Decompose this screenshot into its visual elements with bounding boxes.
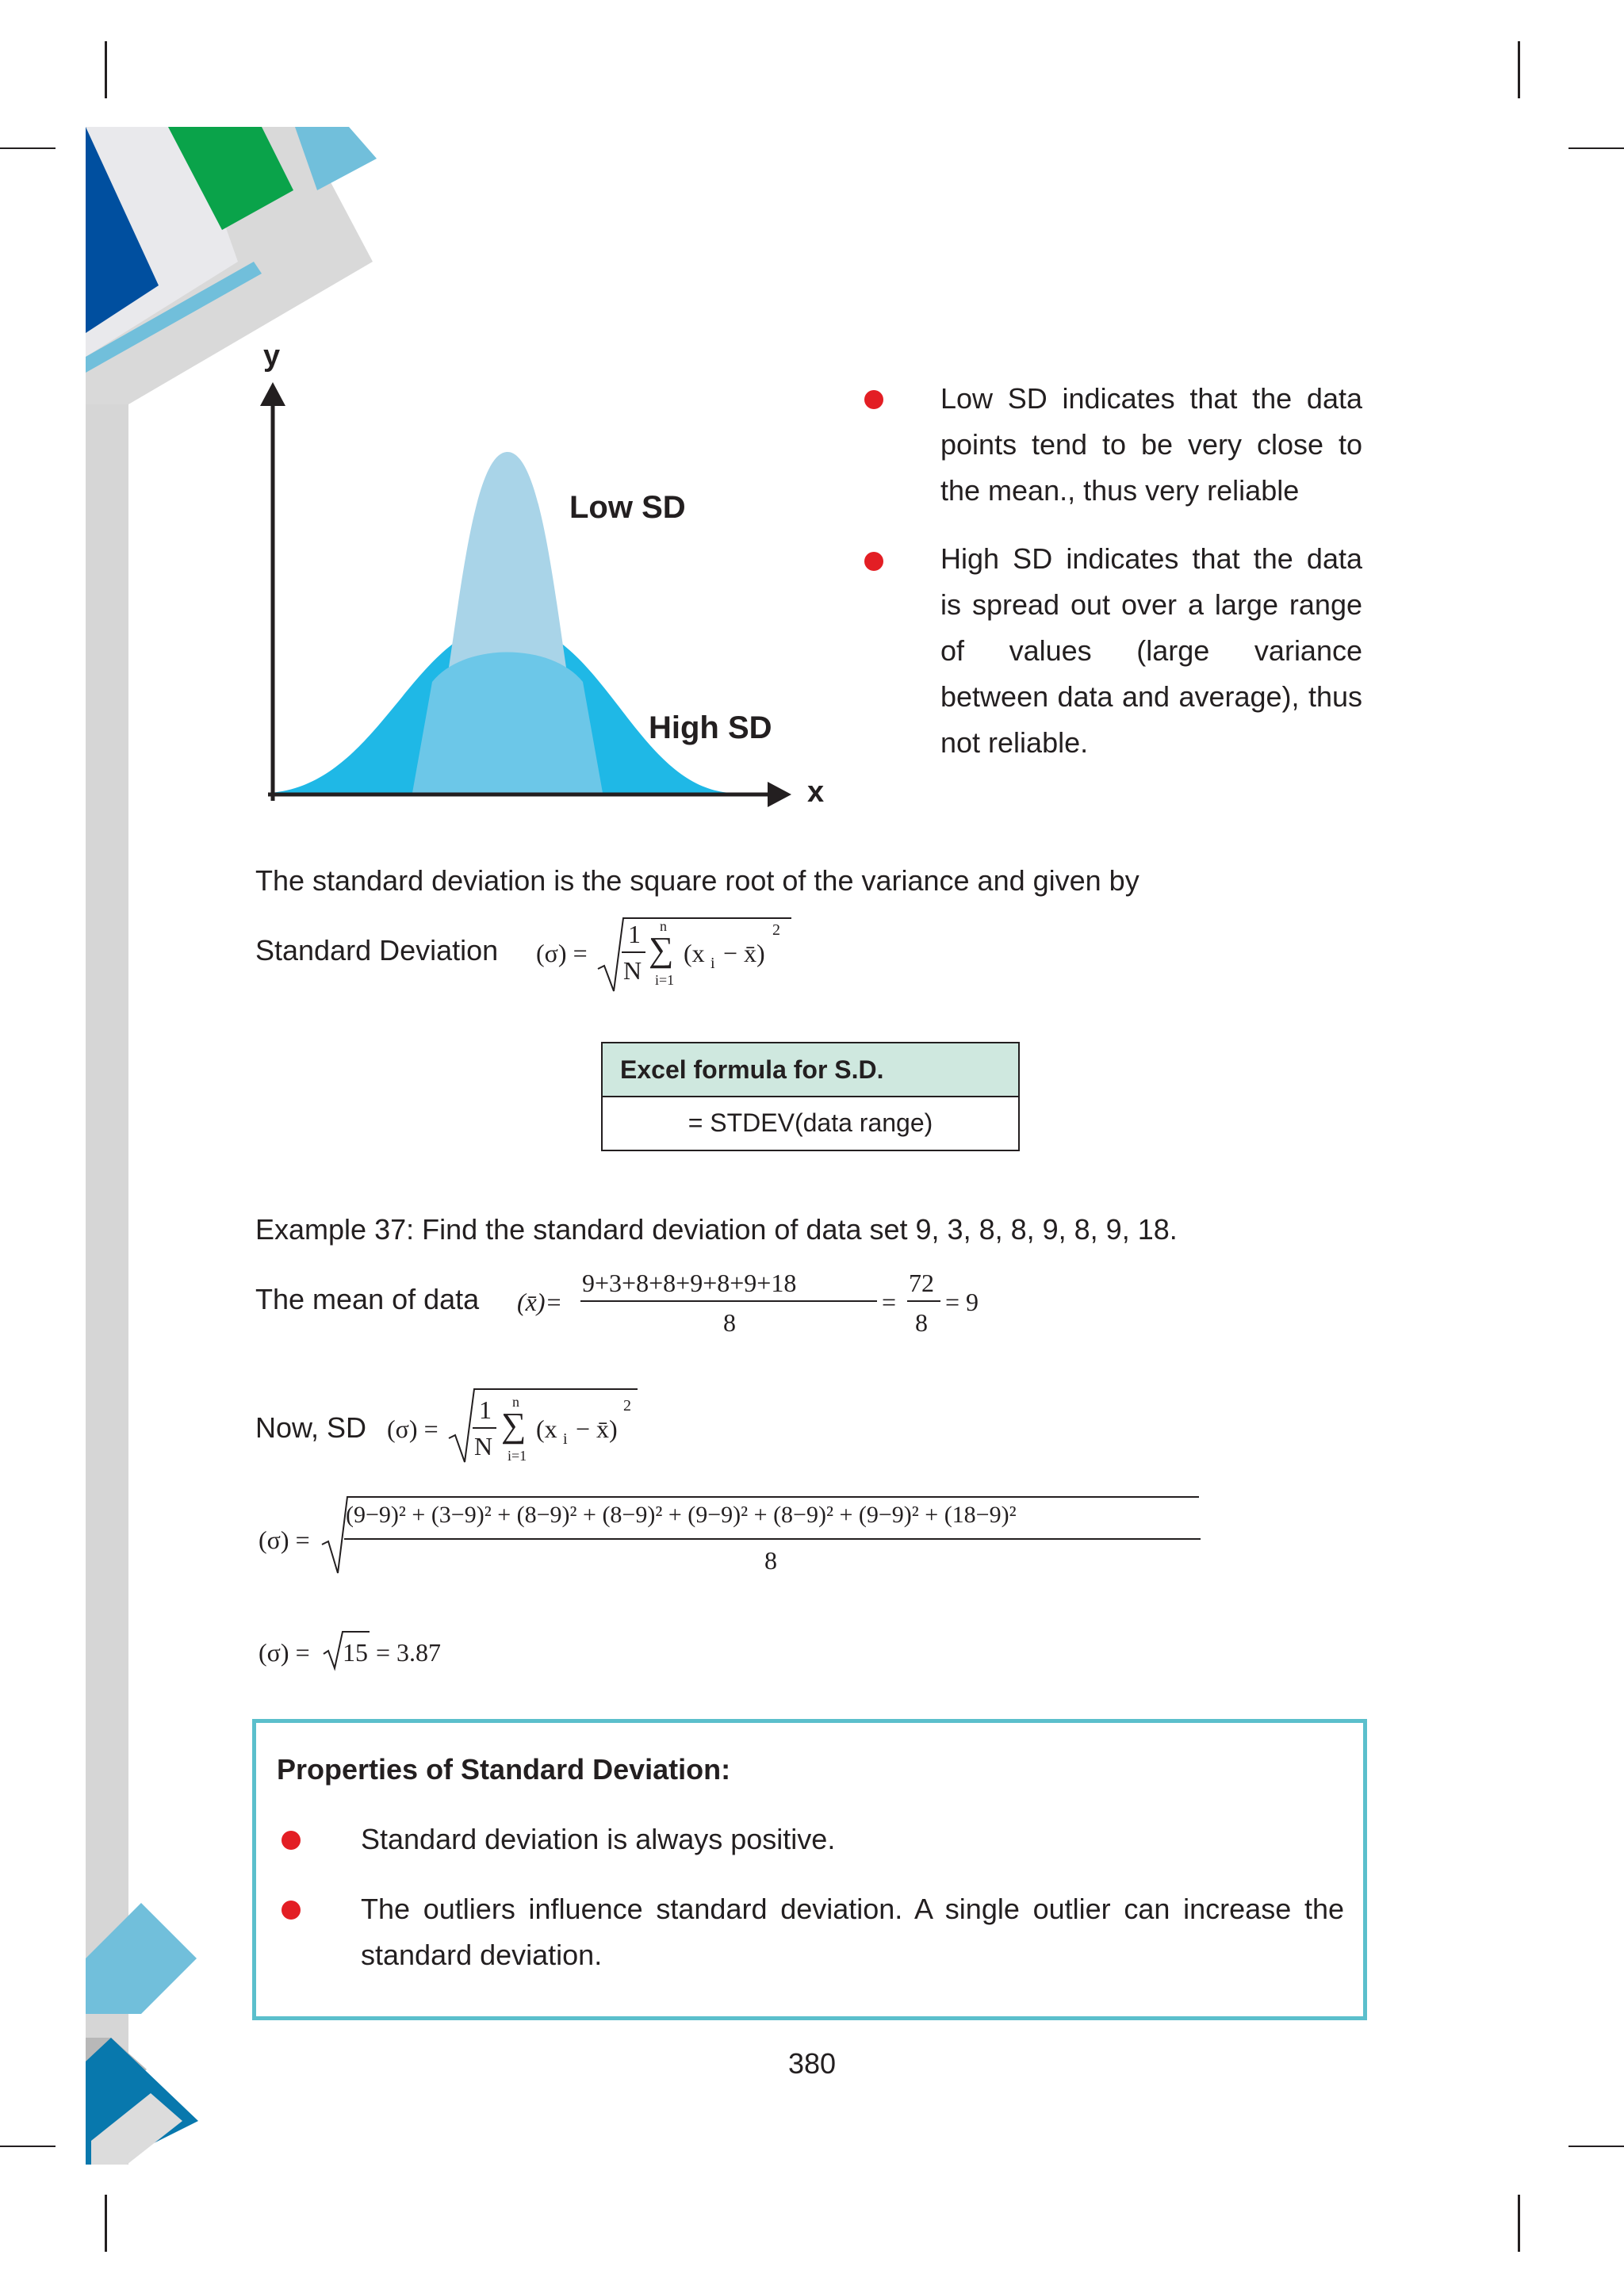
excel-formula-box xyxy=(601,1042,1020,1151)
bullet-icon xyxy=(282,1901,301,1920)
bullet-text: Low SD indicates that the data points tend to be very close to the mean., thus very reliable xyxy=(940,382,1362,507)
page-number: 380 xyxy=(788,2047,837,2080)
x-axis-arrow xyxy=(768,782,791,807)
y-axis-arrow xyxy=(260,382,285,406)
sd-label: Standard Deviation xyxy=(255,934,499,967)
crop-mark xyxy=(1518,2195,1520,2252)
bell-curve-figure xyxy=(238,341,872,817)
now-sd-label: Now, SD xyxy=(255,1411,367,1444)
bullet-icon xyxy=(864,390,883,409)
bullet-text: High SD indicates that the data is spread out over a large range of values (large variance between data and average), thus not reliable. xyxy=(940,542,1362,759)
excel-box-formula: = STDEV(data range) xyxy=(688,1108,933,1137)
bullet-icon xyxy=(864,552,883,571)
properties-title: Properties of Standard Deviation: xyxy=(277,1753,731,1786)
crop-mark xyxy=(1518,41,1520,98)
low-sd-label: Low SD xyxy=(569,490,686,525)
high-sd-label: High SD xyxy=(649,710,772,745)
bullet-icon xyxy=(282,1831,301,1850)
crop-mark xyxy=(1568,147,1624,149)
property-item: The outliers influence standard deviation. A single outlier can increase the standard deviation. xyxy=(361,1893,1344,1971)
excel-box-header: Excel formula for S.D. xyxy=(603,1043,1018,1097)
intro-text: The standard deviation is the square root of the variance and given by xyxy=(255,864,1139,897)
example-title: Example 37: Find the standard deviation of data set 9, 3, 8, 8, 9, 8, 9, 18. xyxy=(255,1213,1178,1246)
property-item: Standard deviation is always positive. xyxy=(361,1823,836,1855)
crop-mark xyxy=(1568,2146,1624,2147)
properties-box xyxy=(252,1719,1367,2020)
x-axis-label: x xyxy=(807,775,825,809)
mean-label: The mean of data xyxy=(255,1283,480,1315)
overlap-region xyxy=(412,653,603,794)
y-axis-label: y xyxy=(263,339,281,373)
